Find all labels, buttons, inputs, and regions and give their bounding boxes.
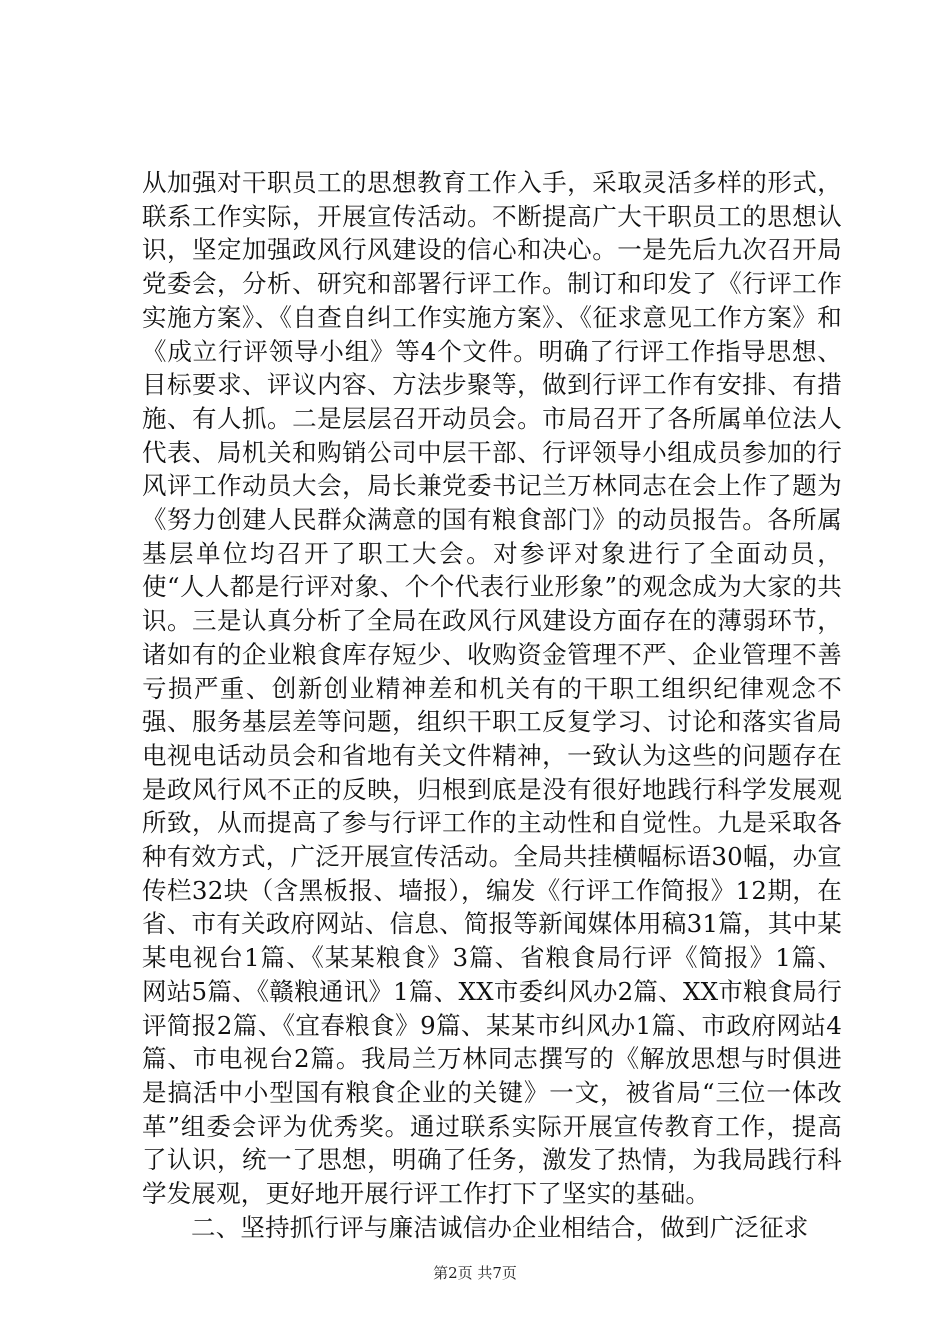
page-number: 第2页 共7页	[433, 1264, 517, 1282]
document-body	[142, 166, 842, 1245]
page-footer	[0, 1262, 950, 1283]
section-heading-paragraph: 二、坚持抓行评与廉洁诚信办企业相结合，做到广泛征求	[191, 1212, 809, 1242]
body-paragraph: 从加强对干职员工的思想教育工作入手，采取灵活多样的形式，联系工作实际，开展宣传活动。不断提高广大干职员工的思想认识，坚定加强政风行风建设的信心和决心。一是先后九次召开局党委会，分析、研究和部署行评工作。制订和印发了《行评工作实施方案》、《自查自纠工作实施方案》、《征求意见工作方案》和《成立行评领导小组》等4个文件。明确了行评工作指导思想、目标要求、评议内容、方法步聚等，做到行评工作有安排、有措施、有人抓。二是层层召开动员会。市局召开了各所属单位法人代表、局机关和购销公司中层干部、行评领导小组成员参加的行风评工作动员大会，局长兼党委书记兰万林同志在会上作了题为《努力创建人民群众满意的国有粮食部门》的动员报告。各所属基层单位均召开了职工大会。对参评对象进行了全面动员，使“人人都是行评对象、个个代表行业形象”的观念成为大家的共识。三是认真分析了全局在政风行风建设方面存在的薄弱环节，诸如有的企业粮食库存短少、收购资金管理不严、企业管理不善亏损严重、创新创业精神差和机关有的干职工组织纪律观念不强、服务基层差等问题，组织干职工反复学习、讨论和落实省局电视电话动员会和省地有关文件精神，一致认为这些的问题存在是政风行风不正的反映，归根到底是没有很好地践行科学发展观所致，从而提高了参与行评工作的主动性和自觉性。九是采取各种有效方式，广泛开展宣传活动。全局共挂横幅标语30幅，办宣传栏32块（含黑板报、墙报），编发《行评工作简报》12期，在省、市有关政府网站、信息、简报等新闻媒体用稿31篇，其中某某电视台1篇、《某某粮食》3篇、省粮食局行评《简报》1篇、网站5篇、《赣粮通讯》1篇、XX市委纠风办2篇、XX市粮食局行评简报2篇、《宜春粮食》9篇、某某市纠风办1篇、市政府网站4篇、市电视台2篇。我局兰万林同志撰写的《解放思想与时俱进是搞活中小型国有粮食企业的关键》一文，被省局“三位一体改革”组委会评为优秀奖。通过联系实际开展宣传教育工作，提高了认识，统一了思想，明确了任务，激发了热情，为我局践行科学发展观，更好地开展行评工作打下了坚实的基础。	[142, 168, 842, 1209]
